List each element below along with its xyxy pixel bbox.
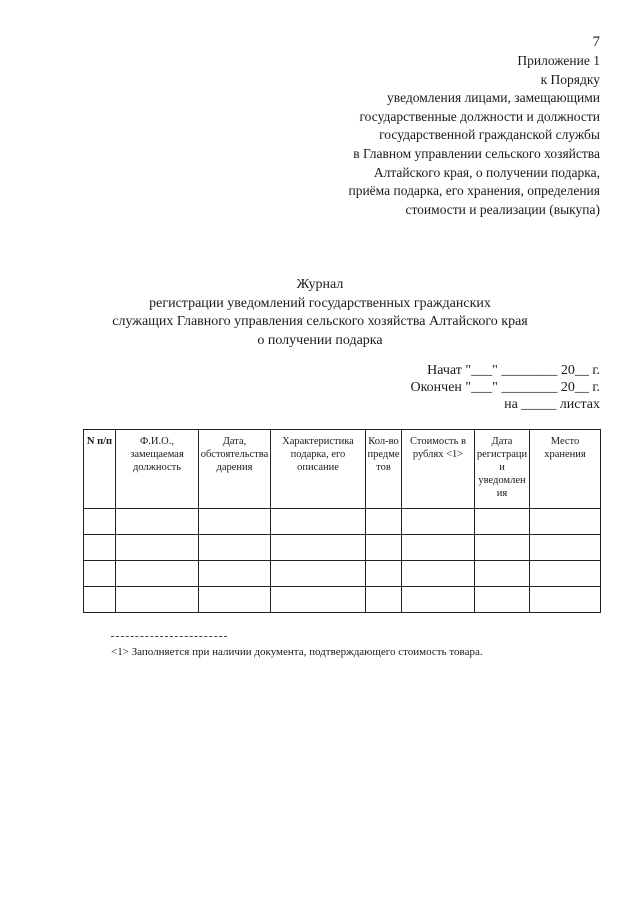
table-cell xyxy=(199,587,271,613)
table-cell xyxy=(84,587,116,613)
journal-subtitle-line: регистрации уведомлений государственных гражданских xyxy=(149,295,491,311)
appendix-line: уведомления лицами, замещающими xyxy=(387,90,600,106)
table-cell xyxy=(84,535,116,561)
table-cell xyxy=(530,561,601,587)
header-storage-place: Место хранения xyxy=(530,430,601,509)
journal-dates xyxy=(410,362,600,413)
table-cell xyxy=(84,561,116,587)
table-row xyxy=(84,509,601,535)
table-cell xyxy=(84,509,116,535)
header-full-name: Ф.И.О., замещаемая должность xyxy=(116,430,199,509)
appendix-line: стоимости и реализации (выкупа) xyxy=(405,201,600,217)
table-cell xyxy=(475,509,530,535)
table-row xyxy=(84,535,601,561)
header-date-circumstances: Дата, обстоятельства дарения xyxy=(199,430,271,509)
table-cell xyxy=(199,561,271,587)
header-cost: Стоимость в рублях <1> xyxy=(402,430,475,509)
table-cell xyxy=(530,509,601,535)
table-cell xyxy=(271,535,366,561)
table-cell xyxy=(530,535,601,561)
header-gift-description: Характеристика подарка, его описание xyxy=(271,430,366,509)
table-cell xyxy=(271,587,366,613)
registration-table xyxy=(83,429,601,613)
appendix-line: в Главном управлении сельского хозяйства xyxy=(353,145,600,161)
journal-title: Журнал xyxy=(296,277,344,292)
appendix-line: приёма подарка, его хранения, определения xyxy=(348,183,600,199)
table-cell xyxy=(475,561,530,587)
table-cell xyxy=(116,509,199,535)
table-cell xyxy=(271,509,366,535)
appendix-header xyxy=(280,52,600,219)
table-cell xyxy=(271,561,366,587)
journal-subtitle-line: о получении подарка xyxy=(257,332,383,348)
table-row xyxy=(84,587,601,613)
table-cell xyxy=(475,587,530,613)
table-row xyxy=(84,561,601,587)
table-cell xyxy=(366,509,402,535)
journal-subtitle-line: служащих Главного управления сельского хозяйства Алтайского края xyxy=(112,314,528,329)
footnote-text: <1> Заполняется при наличии документа, подтверждающего стоимость товара. xyxy=(111,646,483,658)
table-header-row xyxy=(84,430,601,509)
table-cell xyxy=(199,535,271,561)
table-cell xyxy=(199,509,271,535)
journal-title-block xyxy=(0,276,640,350)
appendix-line: Приложение 1 xyxy=(517,53,600,68)
finished-date: Окончен "___" ________ 20__ г. xyxy=(410,380,600,395)
appendix-line: государственной гражданской службы xyxy=(379,127,600,143)
table-cell xyxy=(402,587,475,613)
appendix-line: Алтайского края, о получении подарка, xyxy=(373,164,600,180)
page-number: 7 xyxy=(592,34,600,50)
footnote-divider xyxy=(111,636,227,637)
appendix-line: государственные должности и должности xyxy=(359,108,600,124)
table-cell xyxy=(530,587,601,613)
header-registration-date: Дата регистрации уведомления xyxy=(475,430,530,509)
sheet-count: на _____ листах xyxy=(504,397,600,412)
table-cell xyxy=(402,535,475,561)
table-cell xyxy=(116,587,199,613)
table-cell xyxy=(116,561,199,587)
header-number: N п/п xyxy=(84,430,116,509)
table-cell xyxy=(116,535,199,561)
table-cell xyxy=(366,535,402,561)
appendix-line: к Порядку xyxy=(540,71,600,87)
started-date: Начат "___" ________ 20__ г. xyxy=(427,363,600,378)
header-item-count: Кол-во предметов xyxy=(366,430,402,509)
table-cell xyxy=(402,561,475,587)
table-cell xyxy=(402,509,475,535)
table-cell xyxy=(366,587,402,613)
table-cell xyxy=(366,561,402,587)
table-cell xyxy=(475,535,530,561)
